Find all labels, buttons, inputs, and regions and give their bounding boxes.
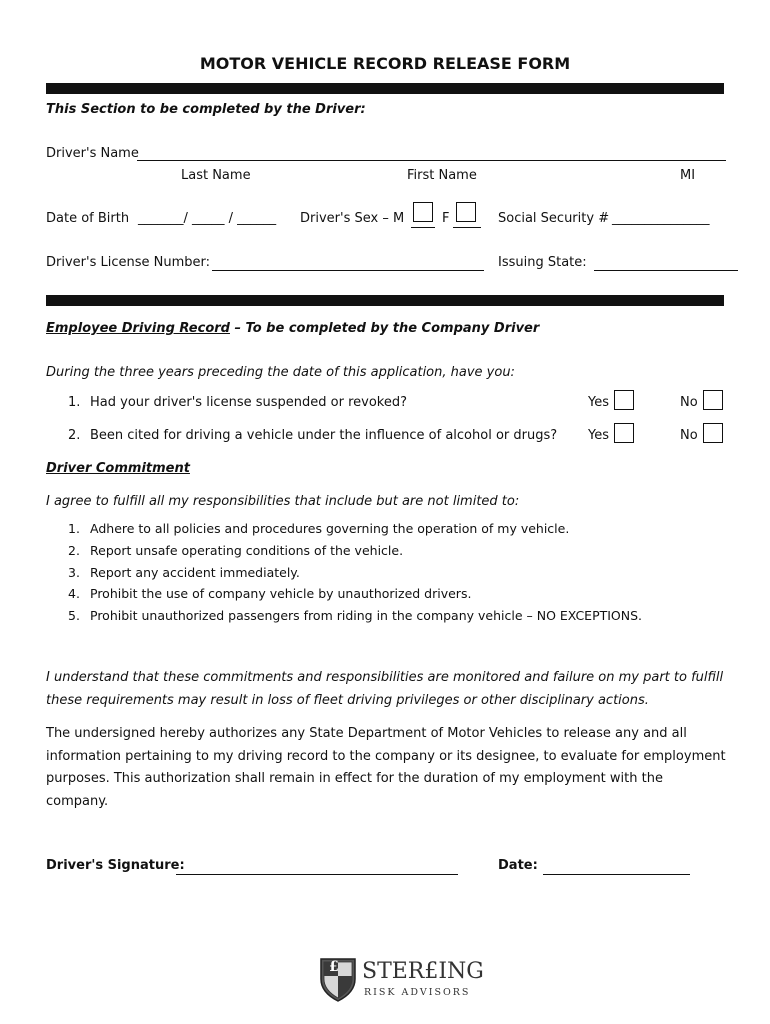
signature-field[interactable] — [176, 874, 458, 875]
commitment-intro: I agree to fulfill all my responsibilities that include but are not limited to: — [46, 494, 520, 509]
sex-m-underline — [411, 227, 435, 228]
item-text: Prohibit unauthorized passengers from riding in the company vehicle – NO EXCEPTIONS. — [90, 608, 643, 623]
question-row — [68, 428, 557, 443]
last-name-label: Last Name — [181, 168, 251, 183]
ssn-label: Social Security # — [498, 211, 610, 226]
drivers-name-field[interactable] — [137, 160, 726, 161]
section1-heading: This Section to be completed by the Driver: — [46, 102, 366, 117]
question-text: Had your driver's license suspended or revoked? — [90, 395, 407, 410]
understand-paragraph: I understand that these commitments and responsibilities are monitored and failure on my part to fulfill these requirements may result in loss of fleet driving privileges or other disciplinary actions. — [46, 670, 724, 708]
commitment-heading: Driver Commitment — [46, 461, 190, 476]
sex-f-underline — [453, 227, 481, 228]
sex-label: Driver's Sex – M — [300, 211, 405, 226]
shield-letter: £ — [329, 959, 339, 975]
date-field[interactable] — [543, 874, 690, 875]
commitment-item — [68, 565, 300, 580]
date-label: Date: — [498, 858, 538, 873]
commitment-item — [68, 608, 642, 623]
employee-record-heading — [46, 321, 539, 336]
sterling-logo-name: STER£ING — [362, 959, 484, 984]
sex-f-checkbox[interactable] — [456, 202, 476, 222]
question-1-no-label: No — [680, 395, 698, 410]
commitment-item — [68, 586, 471, 601]
issuing-state-field[interactable] — [594, 270, 738, 271]
item-number: 3. — [68, 565, 80, 580]
question-2-yes-checkbox[interactable] — [614, 423, 634, 443]
question-1-no-checkbox[interactable] — [703, 390, 723, 410]
item-text: Report any accident immediately. — [90, 565, 300, 580]
question-2-no-checkbox[interactable] — [703, 423, 723, 443]
first-name-label: First Name — [407, 168, 477, 183]
question-1-yes-label: Yes — [588, 395, 609, 410]
license-number-field[interactable] — [212, 270, 484, 271]
dob-field[interactable]: _______/ _____ / ______ — [138, 211, 277, 226]
question-1-yes-checkbox[interactable] — [614, 390, 634, 410]
sterling-logo-tagline: RISK ADVISORS — [364, 987, 471, 998]
question-row — [68, 395, 407, 410]
signature-label: Driver's Signature: — [46, 858, 185, 873]
commitment-item — [68, 521, 569, 536]
question-number: 2. — [68, 428, 81, 443]
question-2-no-label: No — [680, 428, 698, 443]
item-text: Prohibit the use of company vehicle by unauthorized drivers. — [90, 586, 472, 601]
issuing-state-label: Issuing State: — [498, 255, 587, 270]
item-text: Report unsafe operating conditions of the vehicle. — [90, 543, 404, 558]
question-text: Been cited for driving a vehicle under the influence of alcohol or drugs? — [90, 428, 558, 443]
question-2-yes-label: Yes — [588, 428, 609, 443]
question-number: 1. — [68, 395, 81, 410]
ssn-field[interactable]: _______________ — [612, 211, 710, 226]
page-title: MOTOR VEHICLE RECORD RELEASE FORM — [199, 54, 571, 73]
commitment-item — [68, 543, 403, 558]
authorization-paragraph: The undersigned hereby authorizes any State Department of Motor Vehicles to release any and all information pertaining to my driving record to the company or its designee, to evaluate for employment purposes. This authorization shall remain in effect for the duration of my employment with the company. — [46, 726, 726, 809]
license-label: Driver's License Number: — [46, 255, 210, 270]
drivers-name-label: Driver's Name — [46, 146, 139, 161]
sex-f-label: F — [442, 211, 450, 226]
employee-record-heading-rest: – To be completed by the Company Driver — [229, 321, 540, 336]
item-number: 5. — [68, 608, 80, 623]
sterling-shield-logo — [318, 955, 358, 1003]
section-divider-top — [46, 83, 724, 94]
employee-record-heading-underlined: Employee Driving Record — [46, 321, 230, 336]
employee-record-intro: During the three years preceding the date of this application, have you: — [46, 365, 515, 380]
sex-m-checkbox[interactable] — [413, 202, 433, 222]
section-divider-middle — [46, 295, 724, 306]
mi-label: MI — [680, 168, 696, 183]
dob-label: Date of Birth — [46, 211, 130, 226]
item-number: 1. — [68, 521, 80, 536]
item-number: 4. — [68, 586, 80, 601]
item-number: 2. — [68, 543, 80, 558]
item-text: Adhere to all policies and procedures governing the operation of my vehicle. — [90, 521, 570, 536]
